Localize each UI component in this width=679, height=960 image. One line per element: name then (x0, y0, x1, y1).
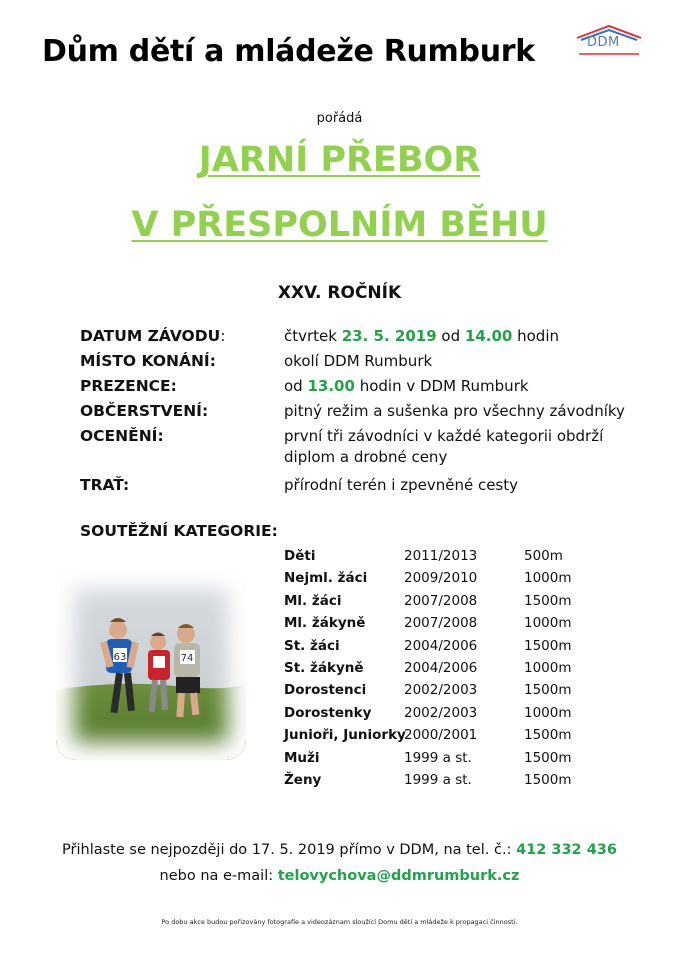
presents-text: pořádá (316, 111, 363, 126)
category-name: Ženy (284, 772, 322, 788)
category-name: Junioři, Juniorky (284, 727, 406, 744)
category-years: 2007/2008 (404, 592, 478, 609)
category-name: Děti (284, 548, 316, 564)
event-title-line2: V PŘESPOLNÍM BĚHU (131, 205, 548, 245)
category-distance: 1500m (524, 592, 572, 609)
category-name: Muži (284, 749, 320, 766)
registration-note: Přihlaste se nejpozději do 17. 5. 2019 přímo v DDM, na tel. č.: 412 332 436 (62, 842, 617, 858)
category-distance: 1000m (524, 570, 572, 587)
race-date: 23. 5. 2019 (341, 327, 437, 345)
category-years: 2007/2008 (404, 615, 478, 632)
category-years: 1999 a st. (404, 749, 472, 766)
category-years: 2000/2001 (404, 727, 478, 744)
email-note: nebo na e-mail: telovychova@ddmrumburk.cz (159, 868, 520, 884)
race-time: 14.00 (464, 327, 513, 345)
category-name: Dorostenci (284, 682, 367, 699)
category-distance: 1000m (524, 704, 572, 721)
track-value: přírodní terén i zpevněné cesty (284, 476, 519, 494)
category-distance: 1500m (524, 749, 572, 766)
edition: XXV. ROČNÍK (277, 283, 402, 303)
place-label: MÍSTO KONÁNÍ: (80, 352, 216, 370)
place-value: okolí DDM Rumburk (284, 352, 433, 370)
category-distance: 1000m (524, 615, 572, 632)
email-address[interactable]: telovychova@ddmrumburk.cz (277, 868, 520, 884)
category-distance: 1000m (524, 660, 572, 676)
refreshment-value: pitný režim a sušenka pro všechny závodníky (284, 402, 625, 420)
category-distance: 500m (524, 548, 563, 564)
runners-photo (56, 570, 246, 760)
category-years: 2009/2010 (404, 570, 478, 587)
registration-time: 13.00 (307, 377, 355, 395)
category-years: 2002/2003 (404, 704, 478, 721)
date-value: čtvrtek 23. 5. 2019 od 14.00 hodin (284, 327, 560, 345)
ddm-logo (573, 22, 645, 60)
category-years: 2002/2003 (404, 682, 478, 699)
registration-value: od 13.00 hodin v DDM Rumburk (284, 377, 529, 395)
category-name: Ml. žáci (284, 592, 342, 609)
date-label: DATUM ZÁVODU: (80, 327, 226, 345)
category-years: 2004/2006 (404, 637, 478, 654)
category-distance: 1500m (524, 772, 572, 788)
refreshment-label: OBČERSTVENÍ: (80, 402, 209, 420)
category-distance: 1500m (524, 727, 572, 744)
logo-text: DDM (587, 35, 620, 50)
registration-label: PREZENCE: (80, 377, 177, 395)
track-label: TRAŤ: (80, 476, 130, 494)
categories-title: SOUTĚŽNÍ KATEGORIE: (80, 522, 278, 540)
bib-63: 63 (113, 652, 127, 663)
awards-value: první tři závodníci v každé kategorii obdrží diplom a drobné ceny (284, 427, 604, 466)
category-years: 1999 a st. (404, 772, 472, 788)
category-distance: 1500m (524, 637, 572, 654)
organization-title: Dům dětí a mládeže Rumburk (42, 34, 535, 69)
category-name: Nejml. žáci (284, 570, 368, 587)
bib-74: 74 (180, 653, 194, 664)
category-name: St. žákyně (284, 660, 364, 676)
category-name: St. žáci (284, 637, 340, 654)
category-distance: 1500m (524, 682, 572, 699)
awards-label: OCENĚNÍ: (80, 427, 164, 445)
category-years: 2011/2013 (404, 548, 478, 564)
category-name: Dorostenky (284, 704, 372, 721)
event-title-line1: JARNÍ PŘEBOR (198, 140, 481, 180)
photo-disclaimer: Po dobu akce budou pořizovány fotografie a videozáznam sloužící Domu dětí a mládeže k propagaci činnosti. (161, 918, 518, 926)
category-years: 2004/2006 (404, 660, 478, 676)
phone-number: 412 332 436 (516, 842, 617, 858)
category-name: Ml. žákyně (284, 615, 366, 632)
